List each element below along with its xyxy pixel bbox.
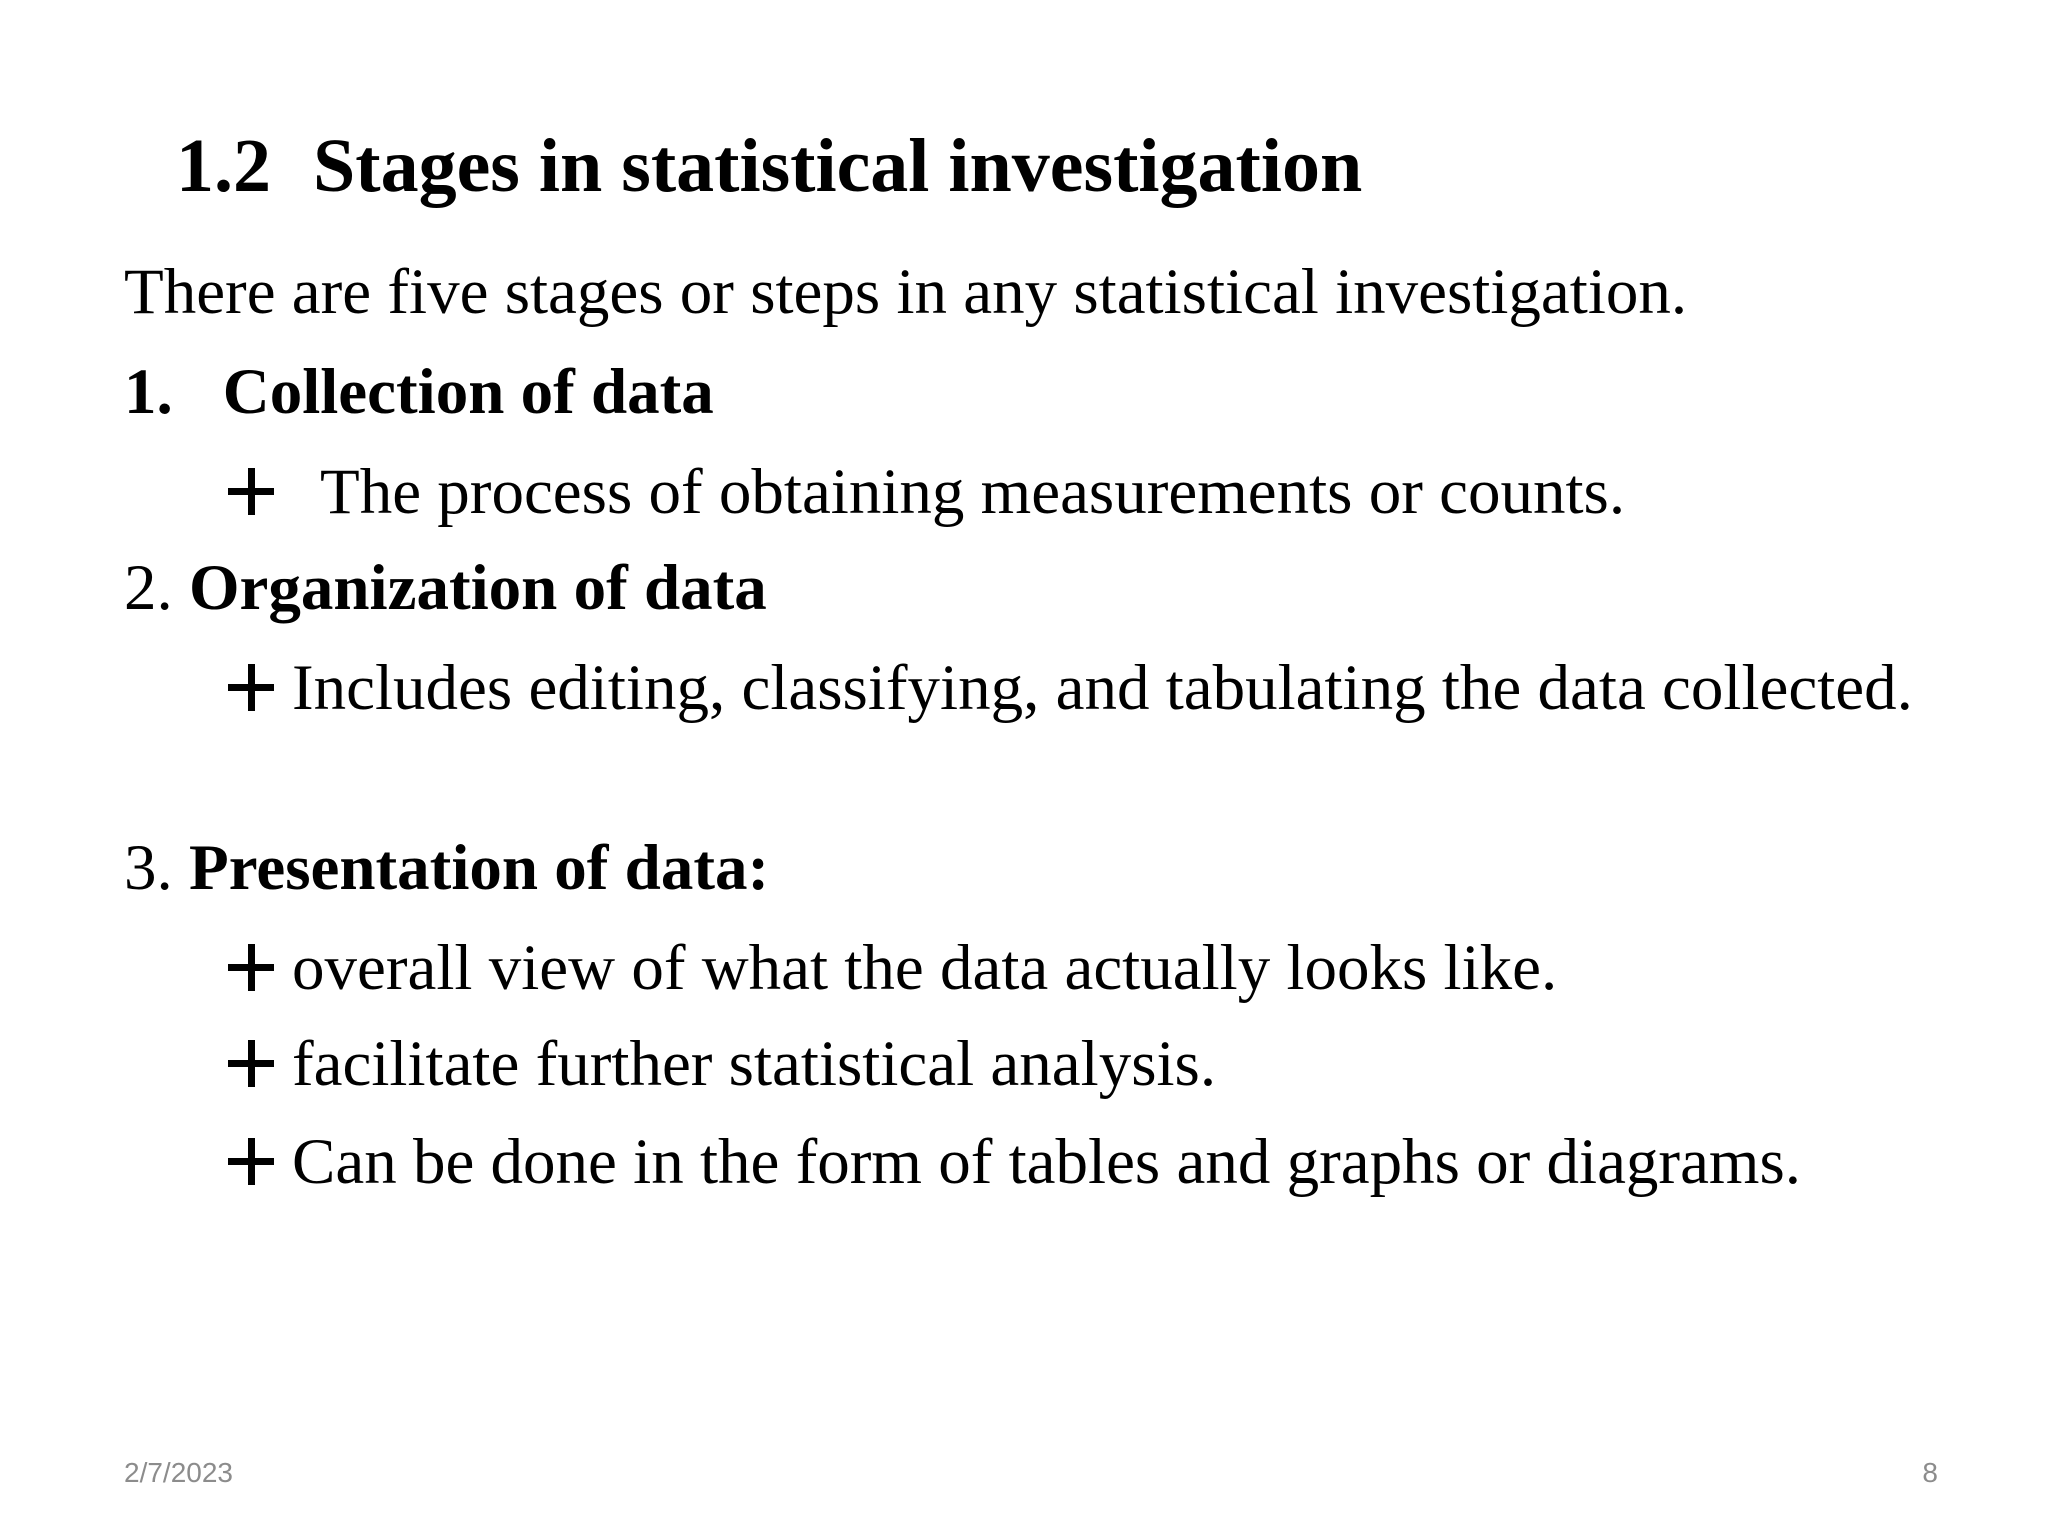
slide-title — [176, 118, 1362, 214]
bullet-text: The process of obtaining measurements or counts. — [320, 456, 1626, 528]
step-title: Organization of data — [189, 552, 767, 624]
bullet-text: facilitate further statistical analysis. — [292, 1028, 1217, 1100]
plus-icon — [224, 1122, 282, 1202]
title-number: 1.2 — [176, 124, 271, 208]
step-number: 1. — [124, 356, 173, 428]
step-heading-collection — [124, 352, 714, 432]
plus-icon — [224, 928, 282, 1008]
step-title: Presentation of data: — [189, 832, 770, 904]
footer-page-number: 8 — [1922, 1457, 1938, 1488]
step-heading-organization — [124, 548, 767, 628]
bullet-text: Includes editing, classifying, and tabulating the data collected. — [292, 652, 1913, 724]
step-number: 2. — [124, 552, 173, 624]
plus-icon — [224, 648, 282, 728]
intro-text: There are five stages or steps in any statistical investigation. — [124, 256, 1688, 328]
step-heading-presentation — [124, 828, 769, 908]
step-number: 3. — [124, 832, 173, 904]
plus-icon — [224, 452, 282, 532]
plus-icon — [224, 1024, 282, 1104]
bullet-text: Can be done in the form of tables and graphs or diagrams. — [292, 1126, 1802, 1198]
step-title: Collection of data — [222, 356, 714, 428]
footer-date: 2/7/2023 — [124, 1457, 233, 1488]
bullet-text: overall view of what the data actually looks like. — [292, 932, 1558, 1004]
title-text: Stages in statistical investigation — [313, 124, 1363, 208]
